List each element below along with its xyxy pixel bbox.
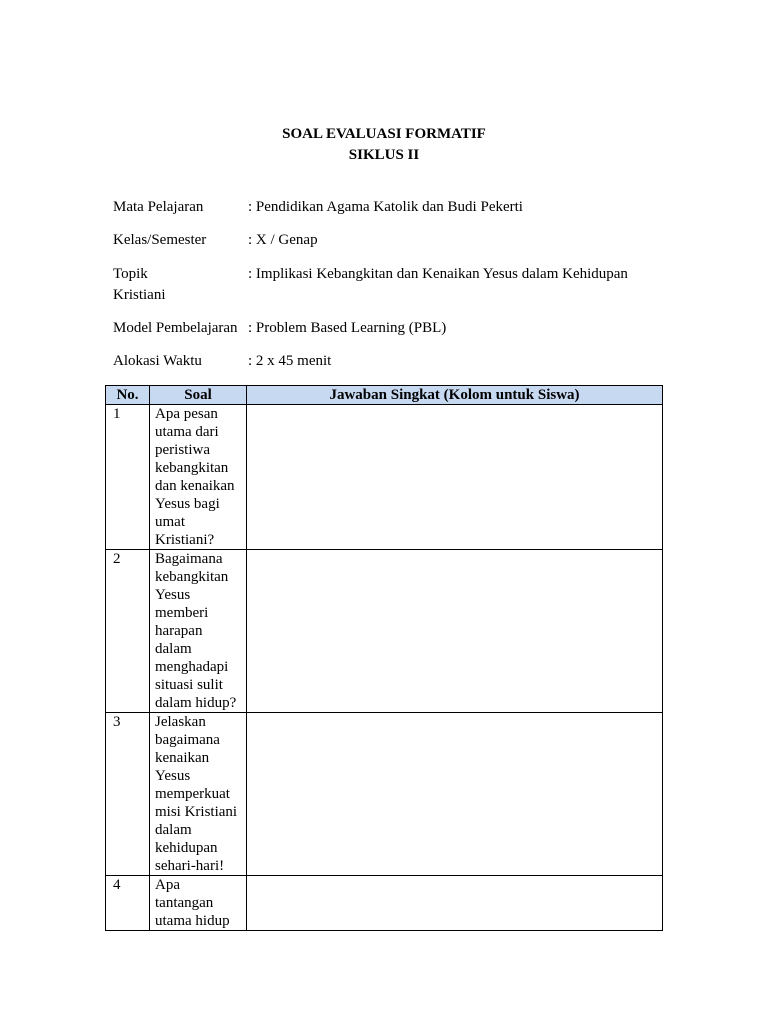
question-line: Yesus — [155, 768, 191, 784]
question-line: Bagaimana — [155, 551, 223, 567]
question-text — [150, 550, 247, 713]
question-line: bagaimana — [155, 732, 220, 748]
answer-cell[interactable] — [247, 550, 663, 713]
row-number: 2 — [106, 550, 150, 713]
question-line: utama hidup — [155, 913, 230, 929]
meta-value-kelas-semester: : X / Genap — [248, 232, 318, 248]
meta-value-topik: : Implikasi Kebangkitan dan Kenaikan Yesus dalam Kehidupan — [248, 266, 628, 282]
question-line: kehidupan — [155, 840, 218, 856]
question-text — [150, 876, 247, 931]
question-text — [150, 405, 247, 550]
question-line: dalam — [155, 822, 192, 838]
meta-label-topik-continued: Kristiani — [113, 287, 166, 303]
table-row — [106, 713, 663, 876]
question-line: Jelaskan — [155, 714, 206, 730]
row-number: 4 — [106, 876, 150, 931]
question-line: umat — [155, 514, 185, 530]
header-jawaban: Jawaban Singkat (Kolom untuk Siswa) — [247, 386, 663, 405]
question-line: dan kenaikan — [155, 478, 235, 494]
table-row — [106, 405, 663, 550]
answer-cell[interactable] — [247, 405, 663, 550]
question-line: situasi sulit — [155, 677, 223, 693]
meta-label-mata-pelajaran: Mata Pelajaran — [113, 199, 204, 215]
question-line: sehari-hari! — [155, 858, 225, 874]
question-line: dalam hidup? — [155, 695, 237, 711]
meta-value-alokasi-waktu: : 2 x 45 menit — [248, 353, 332, 369]
question-line: dalam — [155, 641, 192, 657]
question-line: misi Kristiani — [155, 804, 238, 820]
header-soal: Soal — [150, 386, 247, 405]
question-line: memperkuat — [155, 786, 230, 802]
meta-label-kelas-semester: Kelas/Semester — [113, 232, 207, 248]
meta-value-model-pembelajaran: : Problem Based Learning (PBL) — [248, 320, 447, 336]
question-line: tantangan — [155, 895, 214, 911]
question-line: Yesus — [155, 587, 191, 603]
question-line: kebangkitan — [155, 460, 229, 476]
question-line: kenaikan — [155, 750, 210, 766]
question-line: Kristiani? — [155, 532, 215, 548]
document-title: SOAL EVALUASI FORMATIF — [282, 126, 486, 142]
meta-label-alokasi-waktu: Alokasi Waktu — [113, 353, 202, 369]
question-line: Apa pesan — [155, 406, 218, 422]
table-row — [106, 876, 663, 931]
document-subtitle: SIKLUS II — [348, 147, 420, 163]
question-line: utama dari — [155, 424, 219, 440]
meta-value-mata-pelajaran: : Pendidikan Agama Katolik dan Budi Pekerti — [248, 199, 523, 215]
table-header-row — [106, 386, 663, 405]
answer-cell[interactable] — [247, 713, 663, 876]
question-text — [150, 713, 247, 876]
question-line: menghadapi — [155, 659, 229, 675]
question-line: Apa — [155, 877, 180, 893]
row-number: 1 — [106, 405, 150, 550]
question-table — [105, 385, 663, 931]
meta-label-model-pembelajaran: Model Pembelajaran — [113, 320, 238, 336]
table-row — [106, 550, 663, 713]
question-line: peristiwa — [155, 442, 210, 458]
meta-label-topik: Topik — [113, 266, 148, 282]
question-line: Yesus bagi — [155, 496, 220, 512]
question-line: kebangkitan — [155, 569, 229, 585]
row-number: 3 — [106, 713, 150, 876]
header-no: No. — [106, 386, 150, 405]
question-line: harapan — [155, 623, 203, 639]
answer-cell[interactable] — [247, 876, 663, 931]
question-line: memberi — [155, 605, 209, 621]
